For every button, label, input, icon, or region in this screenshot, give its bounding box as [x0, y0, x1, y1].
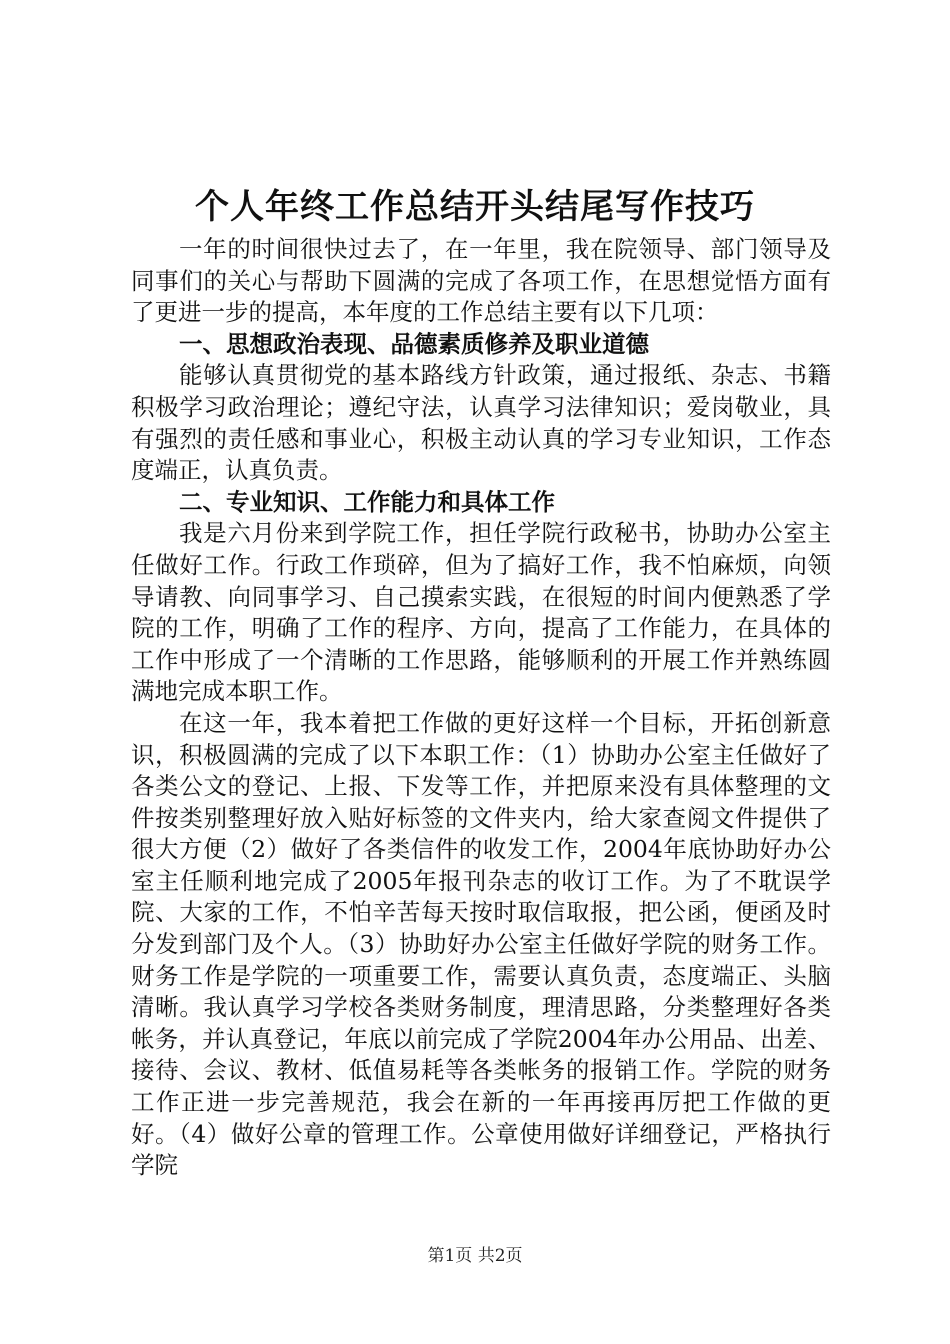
section-2-paragraph-2: 在这一年，我本着把工作做的更好这样一个目标，开拓创新意识，积极圆满的完成了以下本职工作：（1）协助办公室主任做好了各类公文的登记、上报、下发等工作，并把原来没有具体整理的文件按类别整理好放入贴好标签的文件夹内，给大家查阅文件提供了很大方便（2）做好了各类信件的收发工作，2004年底协助好办公室主任顺利地完成了2005年报刊杂志的收订工作。为了不耽误学院、大家的工作，不怕辛苦每天按时取信取报，把公函，便函及时分发到部门及个人。（3）协助好办公室主任做好学院的财务工作。财务工作是学院的一项重要工作，需要认真负责，态度端正、头脑清晰。我认真学习学校各类财务制度，理清思路，分类整理好各类帐务，并认真登记，年底以前完成了学院2004年办公用品、出差、接待、会议、教材、低值易耗等各类帐务的报销工作。学院的财务工作正进一步完善规范，我会在新的一年再接再厉把工作做的更好。（4）做好公章的管理工作。公章使用做好详细登记，严格执行学院	[131, 708, 831, 1180]
intro-paragraph: 一年的时间很快过去了，在一年里，我在院领导、部门领导及同事们的关心与帮助下圆满的完成了各项工作，在思想觉悟方面有了更进一步的提高，本年度的工作总结主要有以下几项：	[131, 235, 831, 327]
page-number-footer: 第1页 共2页	[427, 1246, 523, 1266]
document-title: 个人年终工作总结开头结尾写作技巧	[195, 187, 755, 227]
section-heading-1: 一、思想政治表现、品德素质修养及职业道德	[179, 329, 649, 358]
section-2-paragraph-1: 我是六月份来到学院工作，担任学院行政秘书，协助办公室主任做好工作。行政工作琐碎，但为了搞好工作，我不怕麻烦，向领导请教、向同事学习、自己摸索实践，在很短的时间内便熟悉了学院的工作，明确了工作的程序、方向，提高了工作能力，在具体的工作中形成了一个清晰的工作思路，能够顺利的开展工作并熟练圆满地完成本职工作。	[131, 519, 831, 706]
document-body	[131, 234, 831, 1182]
section-1-paragraph: 能够认真贯彻党的基本路线方针政策，通过报纸、杂志、书籍积极学习政治理论；遵纪守法，认真学习法律知识；爱岗敬业，具有强烈的责任感和事业心，积极主动认真的学习专业知识，工作态度端正，认真负责。	[131, 361, 831, 485]
section-heading-2: 二、专业知识、工作能力和具体工作	[179, 487, 555, 516]
